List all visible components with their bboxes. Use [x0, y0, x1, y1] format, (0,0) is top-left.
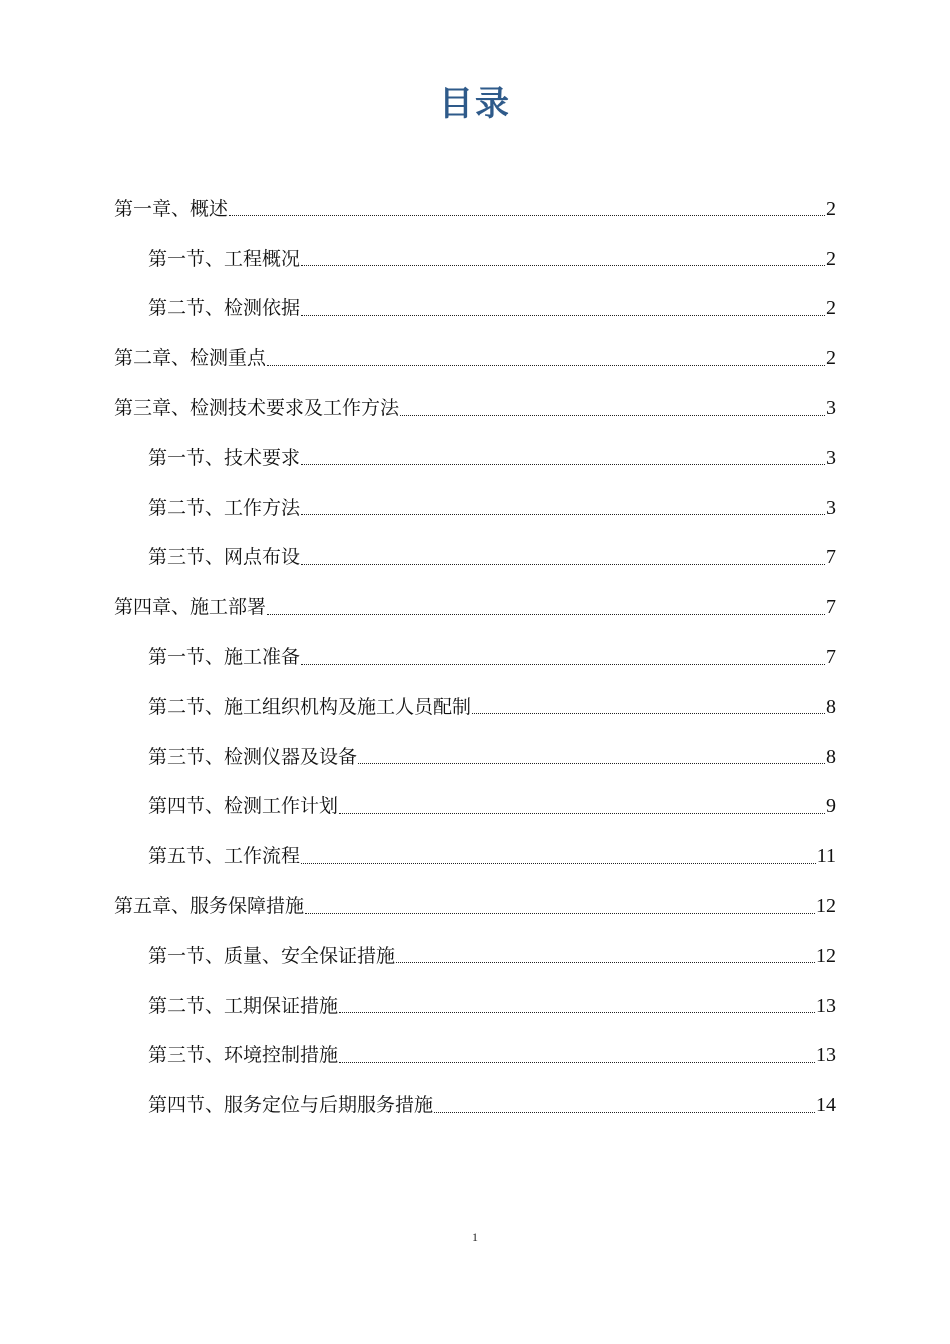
dot-leader [267, 614, 825, 615]
page-number: 1 [472, 1230, 478, 1244]
dot-leader [339, 813, 825, 814]
dot-leader [396, 962, 815, 963]
toc-section-entry[interactable] [114, 533, 836, 583]
toc-entry-title: 第二节、工作方法 [148, 496, 301, 519]
toc-entry-page: 3 [826, 397, 836, 420]
toc-section-entry[interactable] [114, 234, 836, 284]
toc-entry-page: 8 [826, 745, 836, 768]
toc-entry-title: 第一节、施工准备 [148, 646, 301, 669]
toc-entry-page: 3 [826, 446, 836, 469]
toc-entry-title: 第三节、环境控制措施 [148, 1044, 339, 1067]
toc-entry-page: 12 [816, 944, 836, 967]
toc-chapter-entry[interactable] [114, 383, 836, 433]
toc-entry-page: 12 [816, 895, 836, 918]
toc-entry-title: 第二章、检测重点 [114, 347, 267, 370]
toc-entry-page: 13 [816, 1044, 836, 1067]
toc-entry-page: 13 [816, 994, 836, 1017]
toc-entry-page: 9 [826, 795, 836, 818]
toc-entry-title: 第五章、服务保障措施 [114, 895, 305, 918]
table-of-contents [114, 184, 836, 1130]
dot-leader [400, 415, 825, 416]
dot-leader [301, 564, 825, 565]
dot-leader [472, 713, 825, 714]
toc-entry-title: 第三章、检测技术要求及工作方法 [114, 397, 400, 420]
toc-entry-title: 第二节、施工组织机构及施工人员配制 [148, 695, 472, 718]
dot-leader [301, 265, 825, 266]
toc-chapter-entry[interactable] [114, 582, 836, 632]
dot-leader [301, 514, 825, 515]
toc-section-entry[interactable] [114, 831, 836, 881]
toc-chapter-entry[interactable] [114, 881, 836, 931]
toc-entry-page: 11 [816, 845, 836, 868]
dot-leader [358, 763, 825, 764]
dot-leader [301, 315, 825, 316]
toc-title: 目录 [439, 84, 511, 124]
toc-entry-title: 第一节、技术要求 [148, 446, 301, 469]
toc-entry-page: 3 [826, 496, 836, 519]
toc-section-entry[interactable] [114, 782, 836, 832]
dot-leader [305, 913, 815, 914]
dot-leader [301, 664, 825, 665]
toc-entry-title: 第三节、检测仪器及设备 [148, 745, 358, 768]
toc-entry-title: 第一节、质量、安全保证措施 [148, 944, 396, 967]
toc-entry-title: 第五节、工作流程 [148, 845, 301, 868]
dot-leader [339, 1012, 815, 1013]
dot-leader [267, 365, 825, 366]
toc-entry-title: 第四节、检测工作计划 [148, 795, 339, 818]
toc-entry-title: 第一节、工程概况 [148, 247, 301, 270]
toc-entry-title: 第四章、施工部署 [114, 596, 267, 619]
toc-section-entry[interactable] [114, 1080, 836, 1130]
toc-entry-page: 7 [826, 646, 836, 669]
dot-leader [339, 1062, 815, 1063]
toc-entry-title: 第二节、检测依据 [148, 297, 301, 320]
dot-leader [301, 464, 825, 465]
toc-section-entry[interactable] [114, 1031, 836, 1081]
toc-entry-page: 2 [826, 347, 836, 370]
toc-section-entry[interactable] [114, 483, 836, 533]
toc-entry-page: 2 [826, 297, 836, 320]
toc-entry-page: 14 [816, 1094, 836, 1117]
toc-entry-title: 第四节、服务定位与后期服务措施 [148, 1094, 434, 1117]
toc-entry-page: 7 [826, 596, 836, 619]
toc-section-entry[interactable] [114, 931, 836, 981]
toc-entry-title: 第一章、概述 [114, 197, 229, 220]
toc-entry-page: 2 [826, 197, 836, 220]
toc-section-entry[interactable] [114, 682, 836, 732]
toc-entry-title: 第三节、网点布设 [148, 546, 301, 569]
dot-leader [434, 1112, 815, 1113]
toc-chapter-entry[interactable] [114, 333, 836, 383]
toc-section-entry[interactable] [114, 433, 836, 483]
dot-leader [229, 215, 825, 216]
toc-entry-page: 8 [826, 695, 836, 718]
toc-section-entry[interactable] [114, 981, 836, 1031]
toc-section-entry[interactable] [114, 284, 836, 334]
toc-chapter-entry[interactable] [114, 184, 836, 234]
toc-entry-title: 第二节、工期保证措施 [148, 994, 339, 1017]
toc-section-entry[interactable] [114, 732, 836, 782]
toc-section-entry[interactable] [114, 632, 836, 682]
toc-entry-page: 7 [826, 546, 836, 569]
dot-leader [301, 863, 816, 864]
toc-entry-page: 2 [826, 247, 836, 270]
